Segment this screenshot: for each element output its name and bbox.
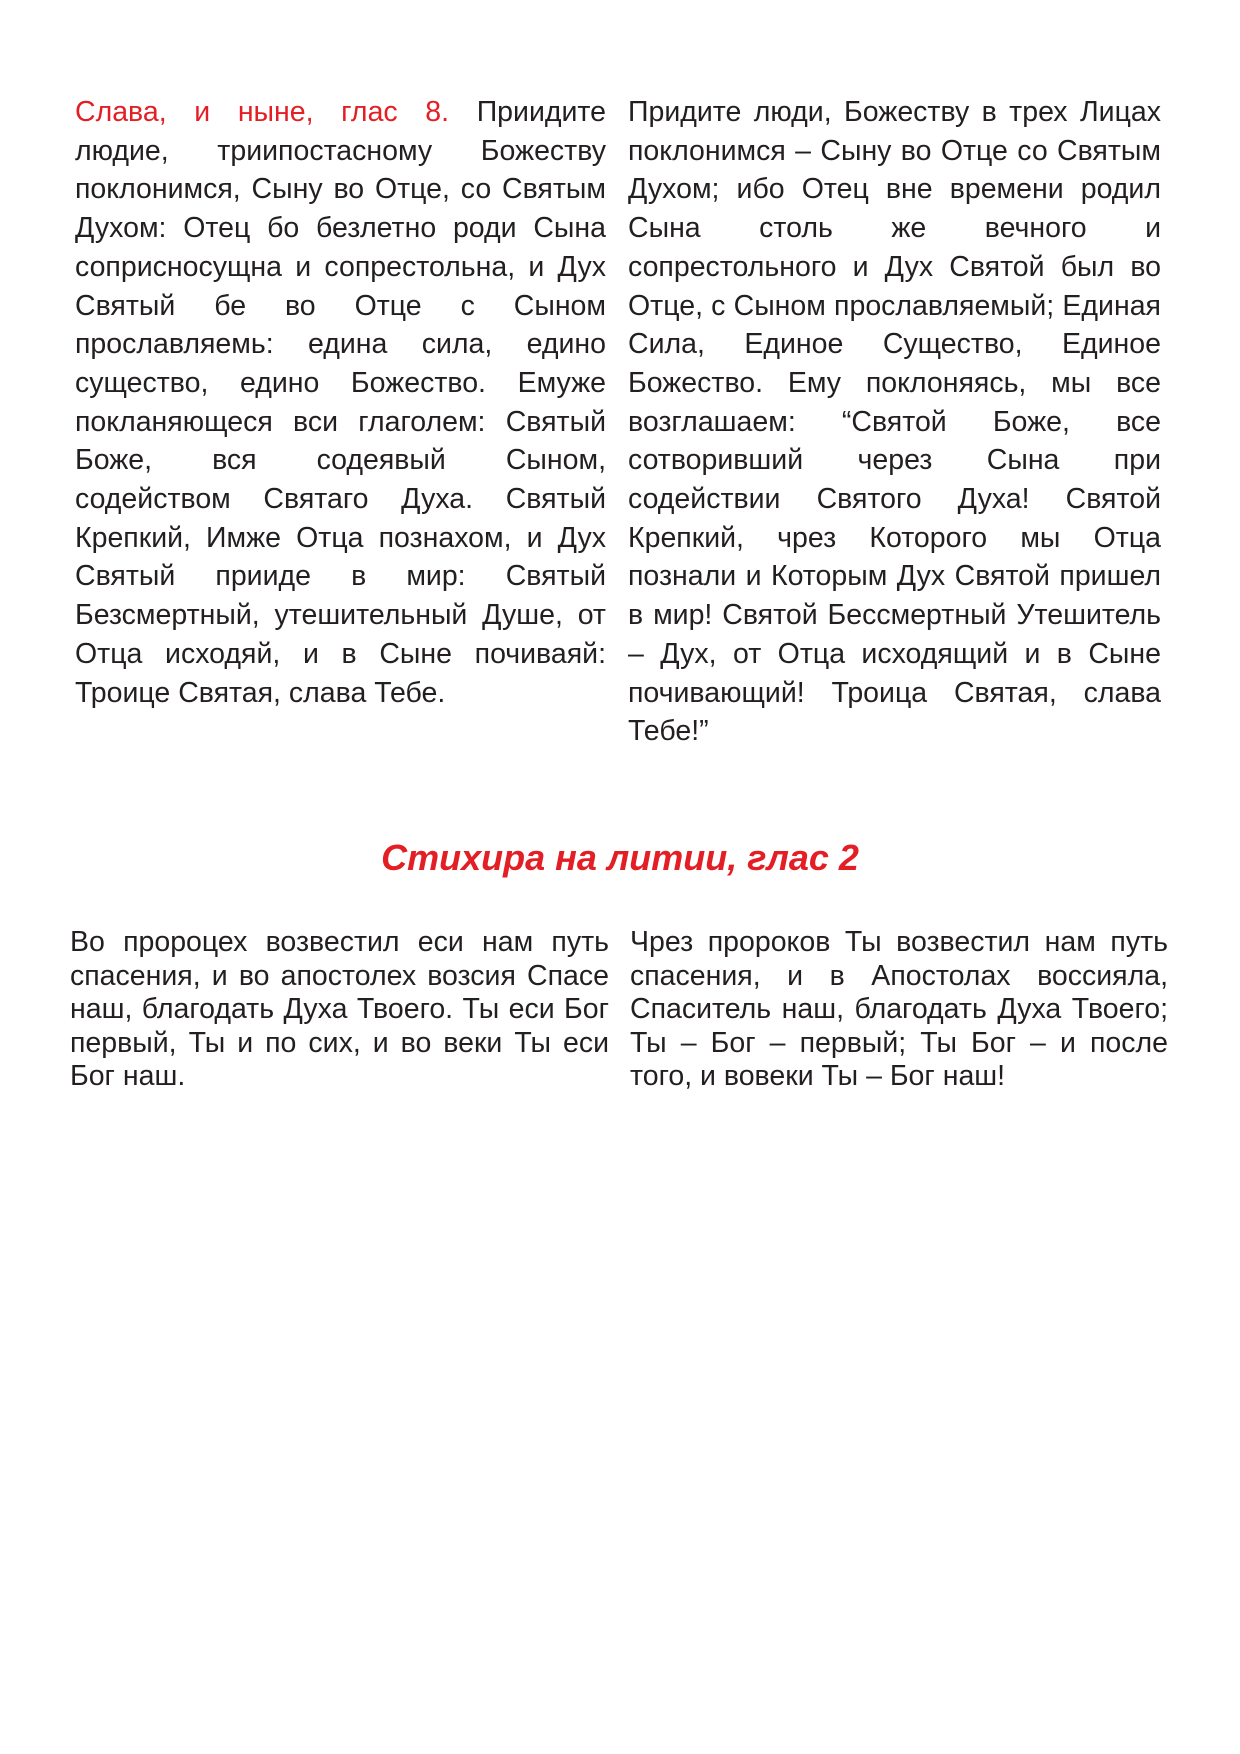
russian-translation-column <box>628 93 1161 751</box>
russian-litiya-column <box>630 926 1168 1094</box>
section-heading: Стихира на литии, глас 2 <box>381 837 859 878</box>
slavonic-litiya-text: Во пророцех возвестил еси нам путь спасения, и во апостолех возсия Спасе наш, благодать Духа Твоего. Ты еси Бог первый, Ты и по сих, и во веки Ты еси Бог наш. <box>70 926 609 1092</box>
church-slavonic-text-column <box>75 93 606 712</box>
rubric-label: Слава, и ныне, глас 8. <box>75 96 450 128</box>
russian-litiya-text: Чрез пророков Ты возвестил нам путь спасения, и в Апостолах воссияла, Спаситель наш, благодать Духа Твоего; Ты – Бог – первый; Ты Бог – и после того, и вовеки Ты – Бог наш! <box>630 926 1168 1092</box>
church-slavonic-litiya-column <box>70 926 609 1094</box>
slavonic-stichera-text: Приидите людие, триипостасному Божеству поклонимся, Сыну во Отце, со Святым Духом: Отец бо безлетно роди Сына соприсносущна и сопрестольна, и Дух Святый бе во Отце с Сыном прославляемь: едина сила, едино существо, едино Божество. Емуже покланяющеся вси глаголем: Святый Боже, вся содеявый Сыном, содейством Святаго Духа. Святый Крепкий, Имже Отца познахом, и Дух Святый прииде в мир: Святый Безсмертный, утешительный Душе, от Отца исходяй, и в Сыне почиваяй: Троице Святая, слава Тебе. <box>75 96 606 709</box>
russian-stichera-text: Придите люди, Божеству в трех Лицах поклонимся – Сыну во Отце со Святым Духом; ибо Отец вне времени родил Сына столь же вечного и сопрестольного и Дух Святой был во Отце, с Сыном прославляемый; Единая Сила, Единое Существо, Единое Божество. Ему поклоняясь, мы все возглашаем: “Святой Боже, все сотворивший через Сына при содействии Святого Духа! Святой Крепкий, чрез Которого мы Отца познали и Которым Дух Святой пришел в мир! Святой Бессмертный Утешитель – Дух, от Отца исходящий и в Сыне почивающий! Троица Святая, слава Тебе!” <box>628 96 1161 748</box>
